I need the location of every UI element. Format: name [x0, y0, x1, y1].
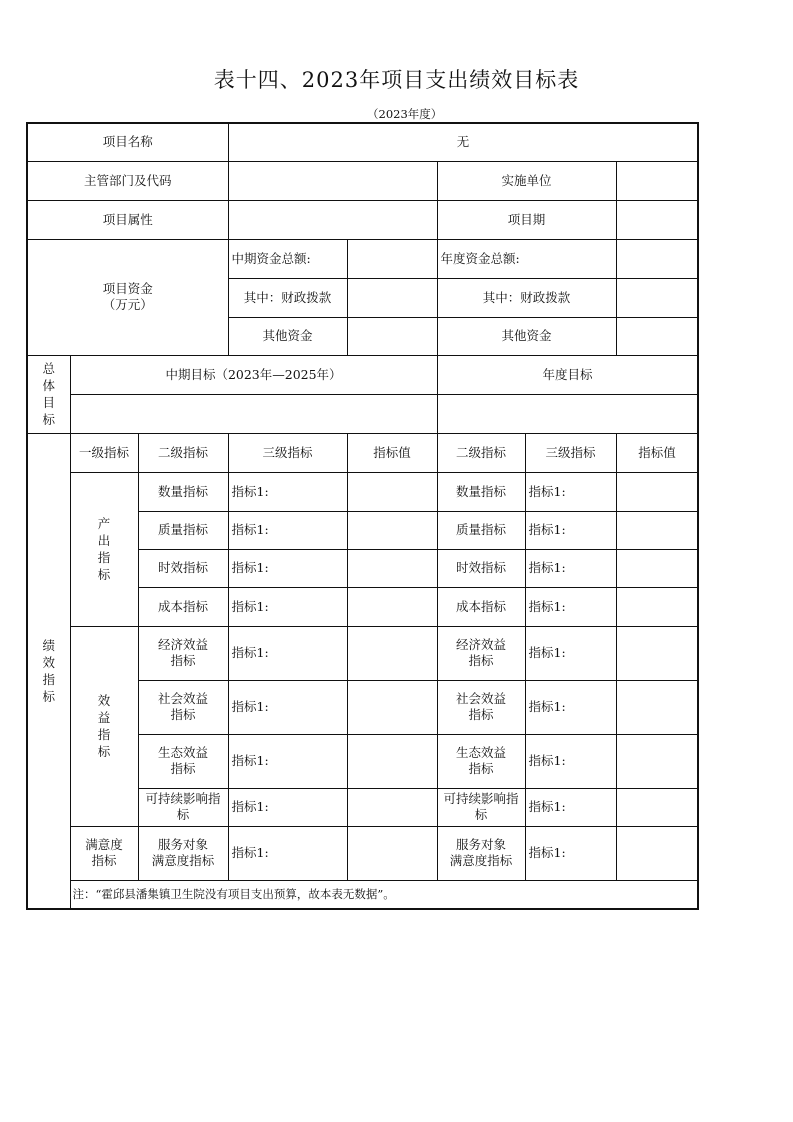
table-row-label: 质量指标 [138, 511, 228, 549]
col-value: 指标值 [347, 433, 437, 472]
table-row-label: 可持续影响指 标 [138, 788, 228, 826]
indicator-value [347, 587, 437, 626]
indicator-cell: 指标1: [228, 788, 347, 826]
indicator-cell: 指标1: [525, 826, 616, 880]
benefit-indicator-label: 效 益 指 标 [70, 626, 138, 826]
indicator-value [347, 472, 437, 511]
col-level3: 三级指标 [228, 433, 347, 472]
impl-unit-label: 实施单位 [437, 161, 616, 200]
dept-label: 主管部门及代码 [27, 161, 228, 200]
table-row-label: 社会效益 指标 [437, 680, 525, 734]
project-period-value [616, 200, 698, 239]
mid-goal-value [70, 394, 437, 433]
table-row-label: 成本指标 [437, 587, 525, 626]
col-level2: 二级指标 [138, 433, 228, 472]
indicator-value [616, 549, 698, 587]
performance-target-table [26, 122, 699, 910]
col-value-year: 指标值 [616, 433, 698, 472]
mid-fiscal-value [347, 278, 437, 317]
table-row-label: 数量指标 [138, 472, 228, 511]
table-row-label: 经济效益 指标 [437, 626, 525, 680]
table-row-label: 生态效益 指标 [138, 734, 228, 788]
indicator-cell: 指标1: [228, 826, 347, 880]
indicator-value [347, 626, 437, 680]
year-goal-value [437, 394, 698, 433]
indicator-cell: 指标1: [228, 587, 347, 626]
project-name-value: 无 [228, 123, 698, 161]
table-row-label: 服务对象 满意度指标 [138, 826, 228, 880]
indicator-cell: 指标1: [525, 626, 616, 680]
year-total-value [616, 239, 698, 278]
table-row-label: 经济效益 指标 [138, 626, 228, 680]
indicator-cell: 指标1: [525, 549, 616, 587]
table-row-label: 时效指标 [138, 549, 228, 587]
indicator-value [616, 734, 698, 788]
indicator-cell: 指标1: [525, 680, 616, 734]
funds-label-line1: 项目资金 [102, 281, 153, 296]
indicator-cell: 指标1: [228, 734, 347, 788]
table-row-label: 可持续影响指 标 [437, 788, 525, 826]
table-row-label: 社会效益 指标 [138, 680, 228, 734]
indicator-cell: 指标1: [525, 734, 616, 788]
year-goal-label: 年度目标 [437, 355, 698, 394]
indicator-value [616, 680, 698, 734]
project-period-label: 项目期 [437, 200, 616, 239]
project-name-label: 项目名称 [27, 123, 228, 161]
indicator-cell: 指标1: [525, 472, 616, 511]
indicator-value [347, 788, 437, 826]
indicator-cell: 指标1: [525, 788, 616, 826]
funds-label [27, 239, 228, 355]
table-note: 注：“霍邱县潘集镇卫生院没有项目支出预算，故本表无数据”。 [70, 880, 698, 909]
mid-goal-label: 中期目标（2023年—2025年） [70, 355, 437, 394]
satisfaction-indicator-label: 满意度 指标 [70, 826, 138, 880]
indicator-cell: 指标1: [228, 511, 347, 549]
indicator-value [616, 626, 698, 680]
table-row-label: 数量指标 [437, 472, 525, 511]
table-row-label: 生态效益 指标 [437, 734, 525, 788]
output-indicator-label: 产 出 指 标 [70, 472, 138, 626]
page-title: 表十四、2023年项目支出绩效目标表 [213, 68, 580, 92]
project-attr-label: 项目属性 [27, 200, 228, 239]
mid-other-value [347, 317, 437, 355]
project-attr-value [228, 200, 437, 239]
indicator-value [347, 549, 437, 587]
indicator-value [616, 587, 698, 626]
table-row-label: 服务对象 满意度指标 [437, 826, 525, 880]
mid-fiscal-label: 其中：财政拨款 [228, 278, 347, 317]
indicator-value [616, 826, 698, 880]
indicator-value [616, 788, 698, 826]
indicator-cell: 指标1: [525, 511, 616, 549]
funds-label-line2: （万元） [102, 297, 153, 312]
perf-indicator-label: 绩 效 指 标 [27, 433, 70, 909]
impl-unit-value [616, 161, 698, 200]
col-level2-year: 二级指标 [437, 433, 525, 472]
indicator-value [347, 511, 437, 549]
indicator-cell: 指标1: [525, 587, 616, 626]
table-row-label: 时效指标 [437, 549, 525, 587]
indicator-cell: 指标1: [228, 549, 347, 587]
year-other-label: 其他资金 [437, 317, 616, 355]
dept-value [228, 161, 437, 200]
indicator-cell: 指标1: [228, 626, 347, 680]
indicator-value [616, 511, 698, 549]
indicator-value [347, 826, 437, 880]
year-fiscal-value [616, 278, 698, 317]
year-fiscal-label: 其中：财政拨款 [437, 278, 616, 317]
mid-total-label: 中期资金总额: [228, 239, 347, 278]
indicator-value [347, 680, 437, 734]
year-total-label: 年度资金总额: [437, 239, 616, 278]
indicator-cell: 指标1: [228, 472, 347, 511]
mid-other-label: 其他资金 [228, 317, 347, 355]
table-row-label: 成本指标 [138, 587, 228, 626]
col-level1: 一级指标 [70, 433, 138, 472]
year-label: （2023年度） [367, 107, 443, 121]
indicator-value [347, 734, 437, 788]
overall-goal-label: 总 体 目 标 [27, 355, 70, 433]
col-level3-year: 三级指标 [525, 433, 616, 472]
year-other-value [616, 317, 698, 355]
indicator-cell: 指标1: [228, 680, 347, 734]
indicator-value [616, 472, 698, 511]
table-row-label: 质量指标 [437, 511, 525, 549]
mid-total-value [347, 239, 437, 278]
